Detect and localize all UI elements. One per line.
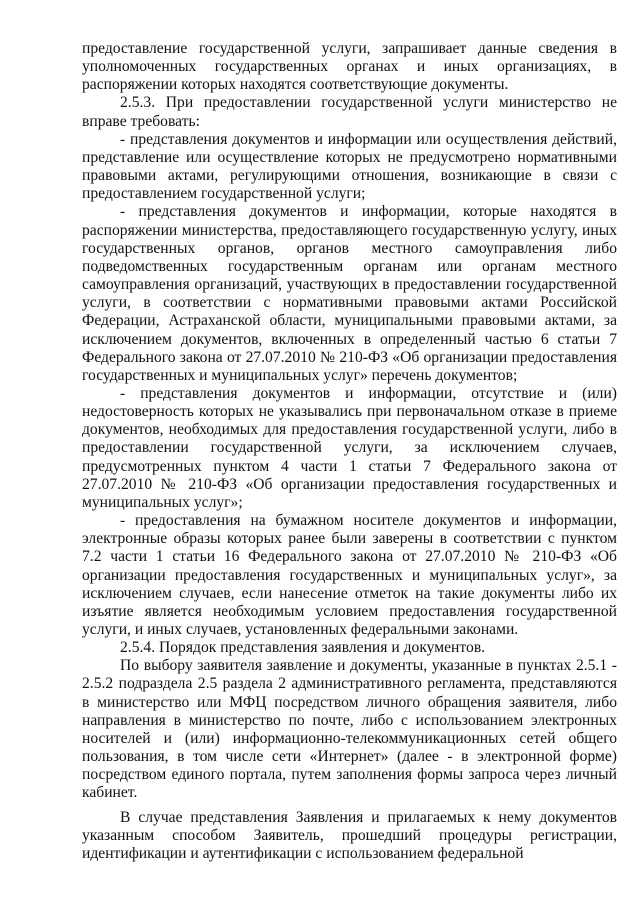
paragraph-2-5-4-heading: 2.5.4. Порядок представления заявления и документов.: [120, 639, 486, 657]
paragraph-submission-methods: По выбору заявителя заявление и документы, указанные в пунктах 2.5.1 - 2.5.2 подраздела 2.5 раздела 2 административного регламента, представляются в министерство или МФЦ посредством личного обращения заявителя, либо направления в министерство по почте, либо с использованием электронных носителей и (или) информационно-телекоммуникационных сетей общего пользования, в том числе сети «Интернет» (далее - в электронной форме) посредством единого портала, путем заполнения формы запроса через личный кабинет.: [82, 657, 617, 802]
document-body: [82, 40, 617, 863]
list-item-actions: - представления документов и информации или осуществления действий, представление или осуществление которых не предусмотрено нормативными правовыми актами, регулирующими отношения, возникающие в связи с предоставлением государственной услуги;: [82, 130, 617, 203]
paragraph-continuation: предоставление государственной услуги, запрашивает данные сведения в уполномоченных государственных органах и иных организациях, в распоряжении которых находятся соответствующие документы.: [82, 40, 617, 94]
paragraph-2-5-3-heading: 2.5.3. При предоставлении государственной услуги министерство не вправе требовать:: [82, 94, 617, 130]
list-item-documents-in-possession: - представления документов и информации, которые находятся в распоряжении министерства, предоставляющего государственную услугу, иных государственных органов, органов местного самоуправления либо подведомственных государственным органам или органам местного самоуправления организаций, участвующих в предоставлении государственной услуги, в соответствии с нормативными правовыми актами Российской Федерации, Астраханской области, муниципальными правовыми актами, за исключением документов, включенных в определенный частью 6 статьи 7 Федерального закона от 27.07.2010 № 210-ФЗ «Об организации предоставления государственных и муниципальных услуг» перечень документов;: [82, 203, 617, 384]
paragraph-electronic-submission: В случае представления Заявления и прилагаемых к нему документов указанным способом Заявитель, прошедший процедуры регистрации, идентификации и аутентификации с использованием федеральной: [82, 808, 617, 862]
list-item-unreliable-documents: - представления документов и информации, отсутствие и (или) недостоверность которых не указывались при первоначальном отказе в приеме документов, необходимых для предоставления государственной услуги, либо в предоставлении государственной услуги, за исключением случаев, предусмотренных пунктом 4 части 1 статьи 7 Федерального закона от 27.07.2010 № 210-ФЗ «Об организации предоставления государственных и муниципальных услуг»;: [82, 384, 617, 511]
list-item-paper-documents: - предоставления на бумажном носителе документов и информации, электронные образы которых ранее были заверены в соответствии с пунктом 7.2 части 1 статьи 16 Федерального закона от 27.07.2010 № 210-ФЗ «Об организации предоставления государственных и муниципальных услуг», за исключением случаев, если нанесение отметок на такие документы либо их изъятие является необходимым условием предоставления государственной услуги, и иных случаев, установленных федеральными законами.: [82, 512, 617, 638]
